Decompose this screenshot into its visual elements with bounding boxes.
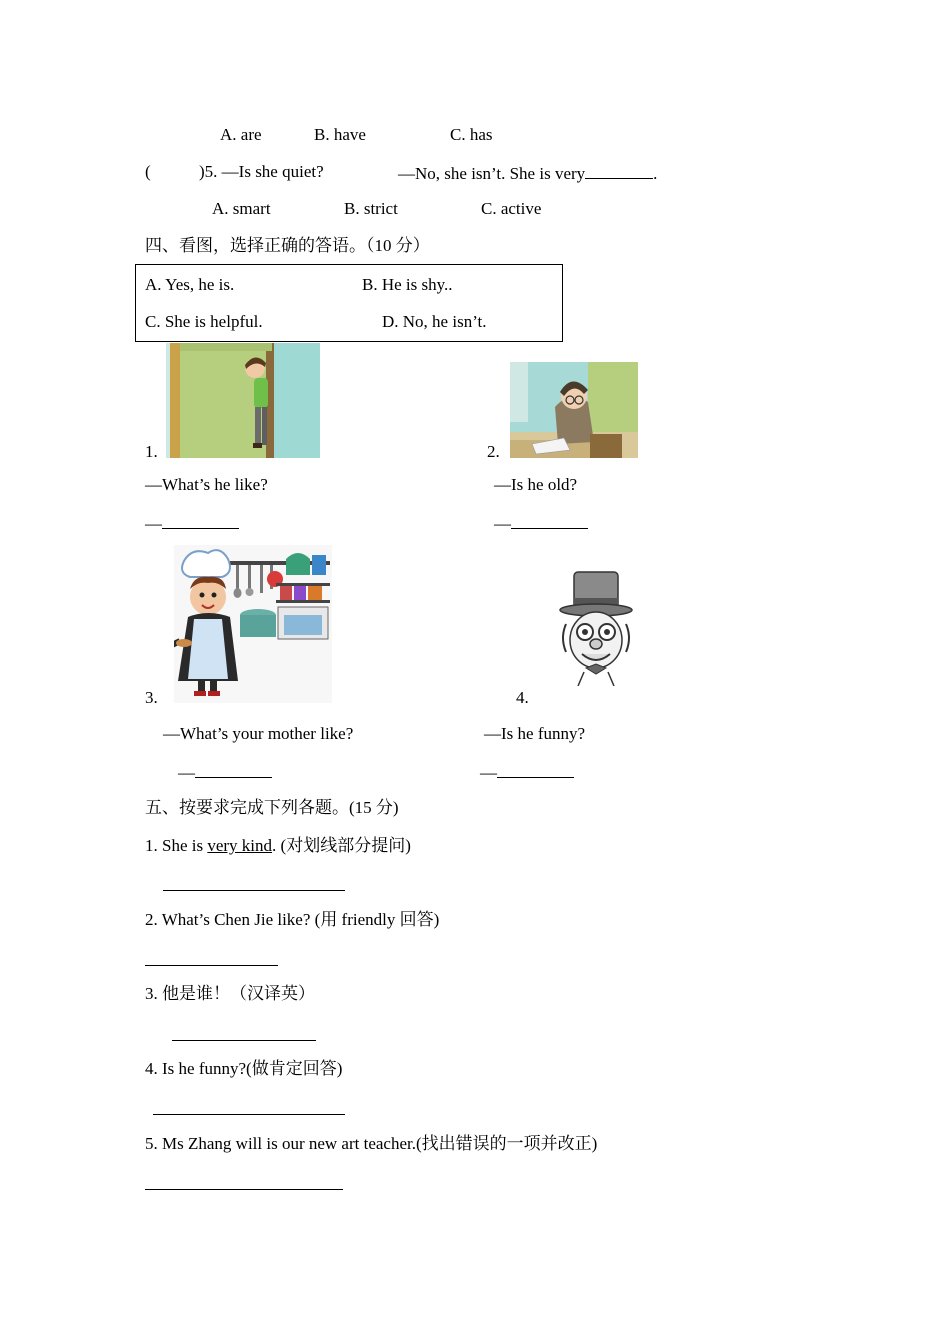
item1-question: —What’s he like? [145, 475, 268, 494]
q5-answer [398, 162, 657, 184]
q5-paren: ( [145, 162, 151, 181]
s5-q4: 4. Is he funny?(做肯定回答) [145, 1059, 343, 1078]
item1-blank[interactable] [162, 512, 239, 529]
section5-title: 五、按要求完成下列各题。(15 分) [145, 798, 399, 817]
s5-q2-answer-line[interactable] [145, 965, 278, 966]
s5-q5-answer-line[interactable] [145, 1189, 343, 1190]
item1-dash: — [145, 514, 162, 533]
item2-dash: — [494, 514, 511, 533]
section4-title: 四、看图，选择正确的答语。（10 分） [145, 236, 430, 255]
q5-question: )5. —Is she quiet? [199, 162, 324, 181]
q4-option-a: A. are [220, 125, 262, 144]
item2-number: 2. [487, 442, 500, 461]
s5-q5: 5. Ms Zhang will is our new art teacher.(找出错误的一项并改正) [145, 1134, 598, 1153]
item2-question: —Is he old? [494, 475, 578, 494]
item3-answer [178, 761, 272, 783]
item2-answer [494, 512, 588, 534]
chef-mother-picture [174, 545, 332, 703]
s5-q1 [145, 836, 411, 856]
s4-option-a: A. Yes, he is. [145, 275, 235, 294]
item4-blank[interactable] [497, 761, 574, 778]
item2-blank[interactable] [511, 512, 588, 529]
q5-answer-prefix: —No, she isn’t. She is very [398, 164, 586, 183]
item3-blank[interactable] [195, 761, 272, 778]
s5-q1-answer-line[interactable] [163, 890, 345, 891]
item4-dash: — [480, 763, 497, 782]
q5-option-b: B. strict [344, 199, 398, 218]
item3-question: —What’s your mother like? [163, 724, 354, 743]
q5-option-c: C. active [481, 199, 542, 218]
q5-answer-suffix: . [653, 164, 658, 183]
item4-answer [480, 761, 574, 783]
q5-blank[interactable] [585, 162, 653, 179]
s5-q3: 3. 他是谁！（汉译英） [145, 984, 315, 1003]
s4-option-b: B. He is shy.. [362, 275, 453, 294]
item1-number: 1. [145, 442, 158, 461]
q4-option-b: B. have [314, 125, 366, 144]
s5-q1-suffix: . (对划线部分提问) [272, 836, 411, 855]
old-man-picture [510, 362, 638, 458]
item3-number: 3. [145, 688, 158, 707]
s5-q1-underlined: very kind [207, 836, 273, 855]
s5-q2: 2. What’s Chen Jie like? (用 friendly 回答) [145, 910, 440, 929]
shy-boy-picture [166, 343, 320, 458]
s5-q1-prefix: 1. She is [145, 836, 208, 855]
item3-dash: — [178, 763, 195, 782]
s4-option-c: C. She is helpful. [145, 312, 263, 331]
item4-number: 4. [516, 688, 529, 707]
s5-q4-answer-line[interactable] [153, 1114, 345, 1115]
item1-answer [145, 512, 239, 534]
q5-option-a: A. smart [212, 199, 271, 218]
q4-option-c: C. has [450, 125, 493, 144]
s5-q3-answer-line[interactable] [172, 1040, 316, 1041]
funny-man-picture [556, 568, 636, 686]
item4-question: —Is he funny? [484, 724, 586, 743]
s4-option-d: D. No, he isn’t. [382, 312, 487, 331]
